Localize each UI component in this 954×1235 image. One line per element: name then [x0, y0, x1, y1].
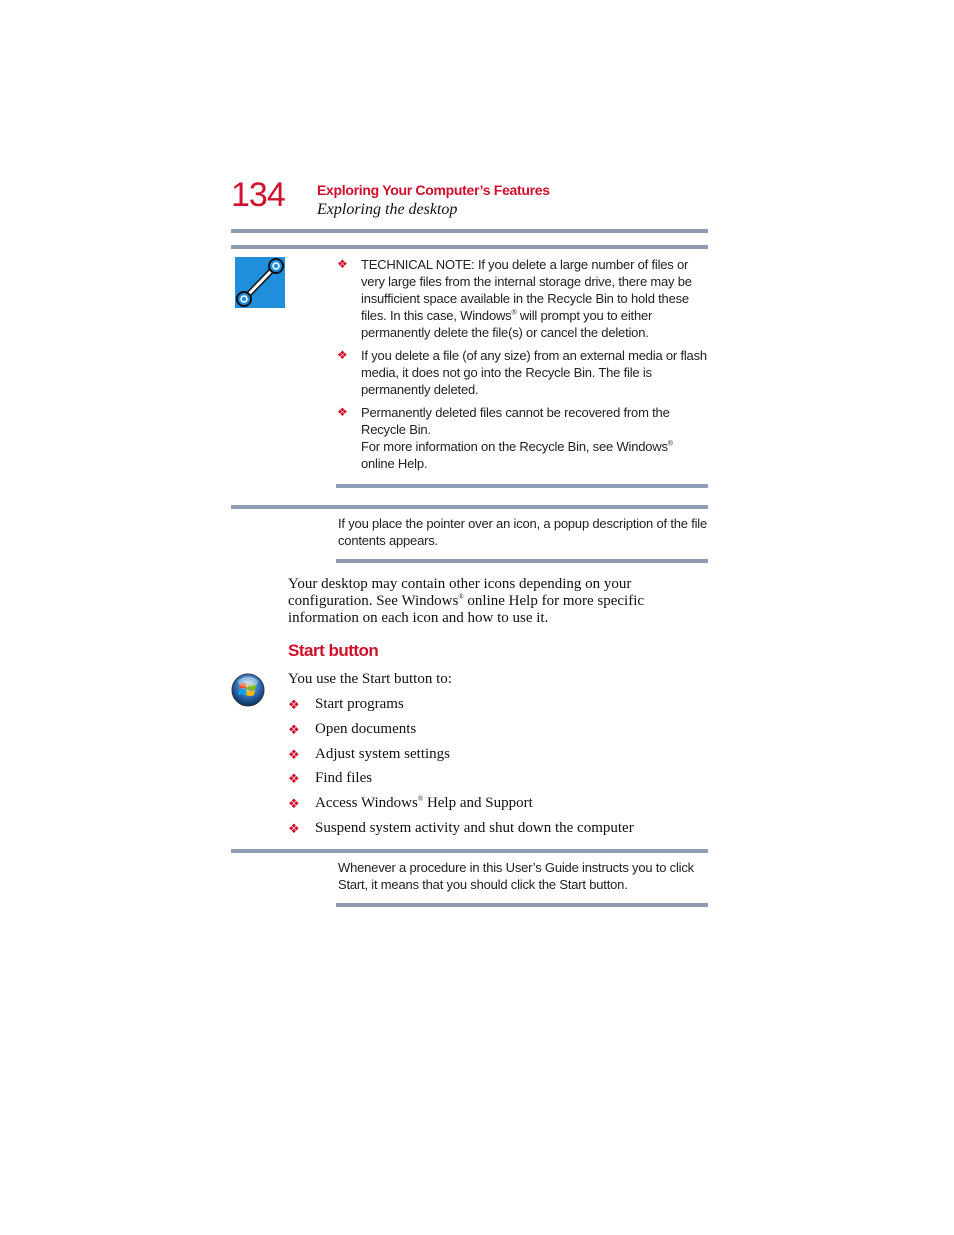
- note-text: TECHNICAL NOTE: If you delete a large number of files or very large files from the internal storage drive, there may be insufficient space available in the Recycle Bin to hold these files. In this case, Windows: [361, 257, 692, 323]
- note-top-rule: [231, 849, 708, 853]
- bullet-icon: ❖: [288, 721, 300, 737]
- paragraph-text: online Help for more specific information on each icon and how to use it.: [288, 593, 645, 626]
- list-item-text: Open documents: [315, 720, 417, 737]
- section-title: Exploring the desktop: [317, 201, 458, 218]
- note-text: will prompt you to either permanently delete the file(s) or cancel the deletion.: [361, 308, 653, 340]
- note-start: Whenever a procedure in this User’s Guide instructs you to click Start, it means that you should click the Start button.: [338, 860, 694, 892]
- registered-mark: ®: [417, 795, 424, 804]
- page-number: 134: [231, 176, 285, 214]
- note-text: online Help.: [361, 456, 428, 471]
- list-item: [288, 719, 634, 744]
- bullet-icon: ❖: [288, 697, 300, 712]
- list-item-text: Find files: [315, 770, 373, 787]
- note-bottom-rule: [336, 903, 708, 907]
- wrench-icon: [235, 257, 285, 308]
- list-item: [337, 404, 709, 472]
- bullet-icon: ❖: [288, 796, 300, 812]
- bullet-icon: ❖: [337, 405, 348, 419]
- list-item: [337, 256, 709, 341]
- paragraph-text: Your desktop may contain other icons depending on your configuration. See Windows: [288, 576, 632, 609]
- list-item: [288, 793, 634, 818]
- list-item: [288, 818, 634, 843]
- note-text: Permanently deleted files cannot be recovered from the Recycle Bin.: [361, 405, 670, 437]
- technical-note-list: [337, 256, 709, 478]
- windows-start-icon: [231, 673, 265, 707]
- chapter-title: Exploring Your Computer’s Features: [317, 182, 550, 198]
- list-item-text: Help and Support: [423, 795, 533, 812]
- start-button-heading: Start button: [288, 641, 379, 660]
- bullet-icon: ❖: [288, 746, 300, 762]
- header-rule: [231, 229, 708, 233]
- note-bottom-rule: [336, 484, 708, 488]
- list-item-text: Access Windows: [315, 795, 418, 812]
- start-intro: You use the Start button to:: [288, 671, 452, 687]
- note-top-rule: [231, 245, 708, 249]
- registered-mark: ®: [667, 440, 673, 448]
- start-uses-list: [288, 694, 634, 843]
- note-text: For more information on the Recycle Bin, see Windows: [361, 439, 668, 454]
- note-top-rule: [231, 505, 708, 509]
- bullet-icon: ❖: [337, 257, 348, 271]
- desktop-paragraph: [288, 576, 678, 627]
- registered-mark: ®: [511, 309, 517, 317]
- list-item: [288, 694, 634, 719]
- bullet-icon: ❖: [288, 820, 300, 836]
- note-popup: If you place the pointer over an icon, a popup description of the file contents appears.: [338, 516, 708, 548]
- list-item: [288, 744, 634, 769]
- bullet-icon: ❖: [288, 771, 300, 787]
- list-item-text: Adjust system settings: [315, 745, 451, 762]
- note-text: If you delete a file (of any size) from an external media or flash media, it does not go into the Recycle Bin. The file is permanently deleted.: [361, 348, 707, 397]
- list-item: [288, 768, 634, 793]
- list-item-text: Start programs: [315, 696, 404, 712]
- bullet-icon: ❖: [337, 348, 348, 362]
- list-item-text: Suspend system activity and shut down the computer: [315, 819, 634, 836]
- registered-mark: ®: [458, 593, 464, 601]
- note-bottom-rule: [336, 559, 708, 563]
- list-item: [337, 347, 709, 398]
